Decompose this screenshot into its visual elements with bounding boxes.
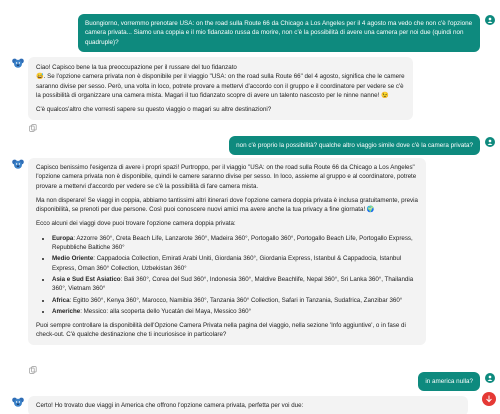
- arrow-down-icon: [485, 395, 493, 403]
- list-item: • Americhe: Messico: alla scoperta dello Yucatán dei Maya, Messico 360°: [52, 307, 418, 316]
- bot-paragraph: Ciao! Capisco bene la tua preoccupazione per il russare del tuo fidanzato 😅. Se l'opzione camera privata non è disponibile per il viaggio "USA: on the road sulla Route 66" del 4 agosto, significa che le camere saranno divise per sesso. Però, una volta in loco, potrete provare a mettervi d'accordo con il gruppo e il coordinatore per vedere se c'è la possibilità di organizzare una camera mista. Magari il tuo fidanzato scopre di avere un talento nascosto per le ninne nanne! 😉: [36, 64, 405, 99]
- trip-list: [36, 234, 418, 316]
- list-item: • Europa: Azzorre 360°, Creta Beach Life, Lanzarote 360°, Madeira 360°, Portogallo 360°, Portogallo Beach Life, Portogallo Express, Repubbliche Baltiche 360°: [52, 234, 418, 253]
- bot-paragraph: Capisco benissimo l'esigenza di avere i propri spazi! Purtroppo, per il viaggio "USA: on the road sulla Route 66 da Chicago a Los Angeles" l'opzione camera privata non è disponibile, quindi le camere saranno divise per sesso. In loco, assieme al gruppo e al coordinatore, potrete provare a mettervi d'accordo per vedere se c'è la possibilità di fare camera mista.: [36, 164, 417, 190]
- user-message: [418, 372, 480, 391]
- bot-paragraph: Ecco alcuni dei viaggi dove puoi trovare l'opzione camera doppia privata:: [36, 220, 236, 228]
- bot-paragraph: Certo! Ho trovato due viaggi in America che offrono l'opzione camera privata, perfetta per voi due:: [36, 402, 304, 409]
- bot-paragraph: Ma non disperare! Se viaggi in coppia, abbiamo tantissimi altri itinerari dove l'opzione camera doppia privata è inclusa gratuitamente, previa disponibilità, se prenoti per due persone. Così puoi conoscere nuovi amici ma avere anche la tua privacy a fine giornata! 🌍: [36, 196, 418, 214]
- user-message-bubble: in america nulla?: [418, 372, 480, 391]
- user-avatar-icon: [485, 373, 495, 383]
- bot-paragraph: C'è qualcos'altro che vorresti sapere su questo viaggio o magari su altre destinazioni?: [36, 106, 272, 114]
- user-message: [229, 136, 480, 155]
- list-item: • Africa: Egitto 360°, Kenya 360°, Marocco, Namibia 360°, Tanzania 360° Collection, Safari in Tanzania, Sudafrica, Zanzibar 360°: [52, 296, 418, 305]
- koala-avatar-icon: [12, 396, 24, 408]
- copy-icon[interactable]: [29, 361, 37, 369]
- bot-message-bubble: [28, 158, 426, 345]
- list-item: • Asia e Sud Est Asiatico: Bali 360°, Corea del Sud 360°, Indonesia 360°, Maldive Beachlife, Nepal 360°, Sri Lanka 360°, Thailandia 360°, Vietnam 360°: [52, 275, 418, 294]
- scroll-down-button[interactable]: [482, 392, 496, 406]
- list-item: • Medio Oriente: Cappadocia Collection, Emirati Arabi Uniti, Giordania 360°, Giordania Express, Istanbul & Cappadocia, Istanbul Express, Oman 360° Collection, Uzbekistan 360°: [52, 254, 418, 273]
- user-message-bubble: non c'è proprio la possibilità? qualche altro viaggio simile dove c'è la camera privata?: [229, 136, 480, 155]
- bot-message-bubble: [28, 396, 468, 414]
- user-message-bubble: Buongiorno, vorremmo prenotare USA: on the road sulla Route 66 da Chicago a Los Angeles per il 4 agosto ma vedo che non c'è l'opzione camera privata... Siamo una coppia e il mio fidanzato russa da morire, non c'è la possibilità di avere una camera per noi due (quindi non quadruple)?: [78, 14, 480, 52]
- koala-avatar-icon: [12, 158, 24, 170]
- user-avatar-icon: [485, 137, 495, 147]
- user-avatar-icon: [485, 15, 495, 25]
- bot-paragraph: Puoi sempre controllare la disponibilità dell'Opzione Camera Privata nella pagina del viaggio, nella sezione 'Info aggiuntive', o in fase di check-out. C'è qualche destinazione che ti incuriosisce in particolare?: [36, 322, 406, 339]
- bot-message-bubble: [28, 57, 413, 120]
- koala-avatar-icon: [12, 57, 24, 69]
- copy-icon[interactable]: [29, 119, 37, 127]
- user-message: [78, 14, 480, 52]
